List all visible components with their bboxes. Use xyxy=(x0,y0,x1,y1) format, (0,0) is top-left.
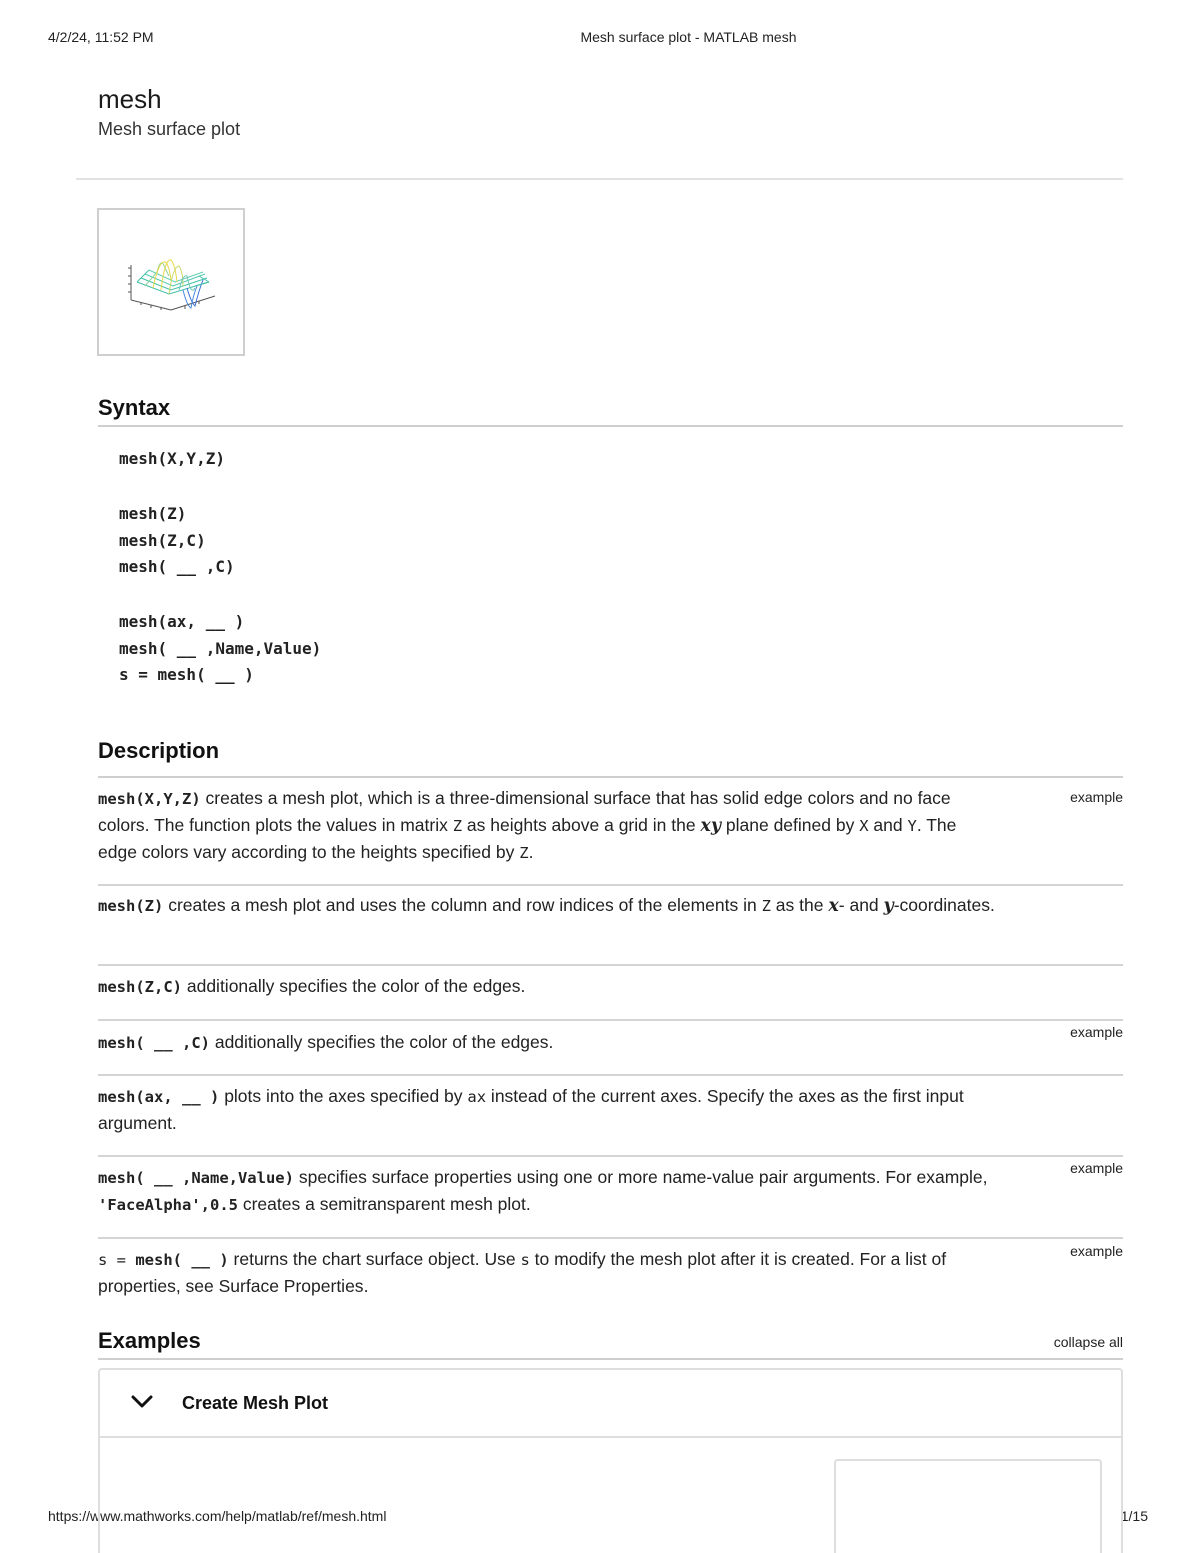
examples-heading: Examples xyxy=(98,1328,201,1353)
syntax-code[interactable]: mesh(X,Y,Z) xyxy=(98,790,201,808)
row-divider xyxy=(98,884,1123,886)
row-divider xyxy=(98,1074,1123,1076)
description-text: . xyxy=(363,1276,369,1296)
description-row xyxy=(98,1164,998,1218)
description-text: . xyxy=(528,842,534,862)
inline-code: s xyxy=(520,1251,530,1269)
syntax-code[interactable]: mesh( __ ) xyxy=(135,1251,229,1269)
row-divider xyxy=(98,1019,1123,1021)
description-text: and xyxy=(868,815,908,835)
syntax-line[interactable]: s = mesh( __ ) xyxy=(119,665,254,684)
syntax-line[interactable]: mesh(ax, __ ) xyxy=(119,612,245,631)
syntax-line[interactable]: mesh( __ ,Name,Value) xyxy=(119,639,322,658)
description-divider xyxy=(98,776,1123,778)
inline-code: 'FaceAlpha',0.5 xyxy=(98,1196,238,1214)
description-text: creates a mesh plot and uses the column and row indices of the elements in xyxy=(163,895,762,915)
syntax-code[interactable]: mesh(Z) xyxy=(98,897,164,915)
inline-code: Z xyxy=(519,844,529,862)
description-text: additionally specifies the color of the edges. xyxy=(182,976,526,996)
math-symbol: x xyxy=(828,896,839,916)
row-divider xyxy=(98,964,1123,966)
syntax-divider xyxy=(98,425,1123,427)
description-heading: Description xyxy=(98,738,220,763)
description-text: returns the chart surface object. Use xyxy=(228,1249,521,1269)
example-link[interactable]: example xyxy=(1070,789,1123,805)
print-datetime: 4/2/24, 11:52 PM xyxy=(48,29,154,45)
mesh-thumbnail xyxy=(97,208,245,356)
description-text: creates a semitransparent mesh plot. xyxy=(237,1194,531,1214)
description-row xyxy=(98,1246,998,1299)
page-subtitle: Mesh surface plot xyxy=(98,119,241,139)
syntax-line[interactable]: mesh(Z,C) xyxy=(119,531,206,550)
description-row xyxy=(98,1029,998,1056)
surface-properties-link[interactable]: Surface Properties xyxy=(218,1276,364,1296)
syntax-line[interactable]: mesh( __ ,C) xyxy=(119,557,235,576)
example-panel xyxy=(98,1368,1123,1553)
inline-code: X xyxy=(859,817,869,835)
print-page-title: Mesh surface plot - MATLAB mesh xyxy=(580,29,797,45)
description-text: as heights above a grid in the xyxy=(462,815,701,835)
inline-code: Z xyxy=(761,897,771,915)
syntax-line[interactable]: mesh(X,Y,Z) xyxy=(119,449,225,468)
description-row xyxy=(98,892,998,919)
example-link[interactable]: example xyxy=(1070,1243,1123,1259)
description-text: creates a mesh plot, which is a three-dimensional surface that has solid edge colors and no face colors. The function plots the values in matrix xyxy=(98,788,951,835)
description-row xyxy=(98,1083,998,1136)
math-symbol: y xyxy=(883,896,894,916)
inline-code: Y xyxy=(907,817,917,835)
examples-divider xyxy=(98,1358,1123,1360)
syntax-line[interactable]: mesh(Z) xyxy=(119,504,187,523)
syntax-code[interactable]: mesh( __ ,C) xyxy=(98,1034,210,1052)
description-text: specifies surface properties using one or more name-value pair arguments. For example, xyxy=(293,1167,988,1187)
description-text: additionally specifies the color of the edges. xyxy=(209,1032,554,1052)
inline-code: Z xyxy=(452,817,463,835)
collapse-all-link[interactable]: collapse all xyxy=(1053,1334,1123,1350)
description-text: instead of the current axes. Specify the axes as the first input argument. xyxy=(98,1086,964,1133)
syntax-code[interactable]: mesh(ax, __ ) xyxy=(98,1088,220,1106)
description-text: to modify the mesh plot after it is created. For a list of properties, see xyxy=(98,1249,947,1296)
example-link[interactable]: example xyxy=(1070,1024,1123,1040)
description-text: -coordinates. xyxy=(893,895,995,915)
row-divider xyxy=(98,1155,1123,1157)
chevron-down-icon[interactable] xyxy=(130,1394,154,1410)
print-page-number: 1/15 xyxy=(1120,1508,1148,1524)
example-title[interactable]: Create Mesh Plot xyxy=(182,1393,329,1413)
description-row xyxy=(98,973,998,1000)
description-text: plots into the axes specified by xyxy=(219,1086,468,1106)
print-url: https://www.mathworks.com/help/matlab/ref/mesh.html xyxy=(48,1508,387,1524)
syntax-code[interactable]: s = xyxy=(98,1251,136,1269)
example-link[interactable]: example xyxy=(1070,1160,1123,1176)
description-text: - and xyxy=(838,895,884,915)
description-text: as the xyxy=(770,895,829,915)
math-symbol: xy xyxy=(700,816,722,836)
example-figure-frame xyxy=(834,1459,1102,1553)
title-divider xyxy=(76,178,1123,180)
page-title: mesh xyxy=(98,84,162,114)
description-text: . The edge colors vary according to the heights specified by xyxy=(98,815,957,862)
syntax-code[interactable]: mesh( __ ,Name,Value) xyxy=(98,1169,294,1187)
syntax-code[interactable]: mesh(Z,C) xyxy=(98,978,182,996)
mesh-thumbnail-graphic xyxy=(99,210,243,354)
row-divider xyxy=(98,1237,1123,1239)
description-row xyxy=(98,785,998,866)
example-header-divider xyxy=(100,1436,1121,1438)
syntax-heading: Syntax xyxy=(98,395,171,420)
description-text: plane defined by xyxy=(721,815,860,835)
inline-code: ax xyxy=(467,1088,487,1106)
